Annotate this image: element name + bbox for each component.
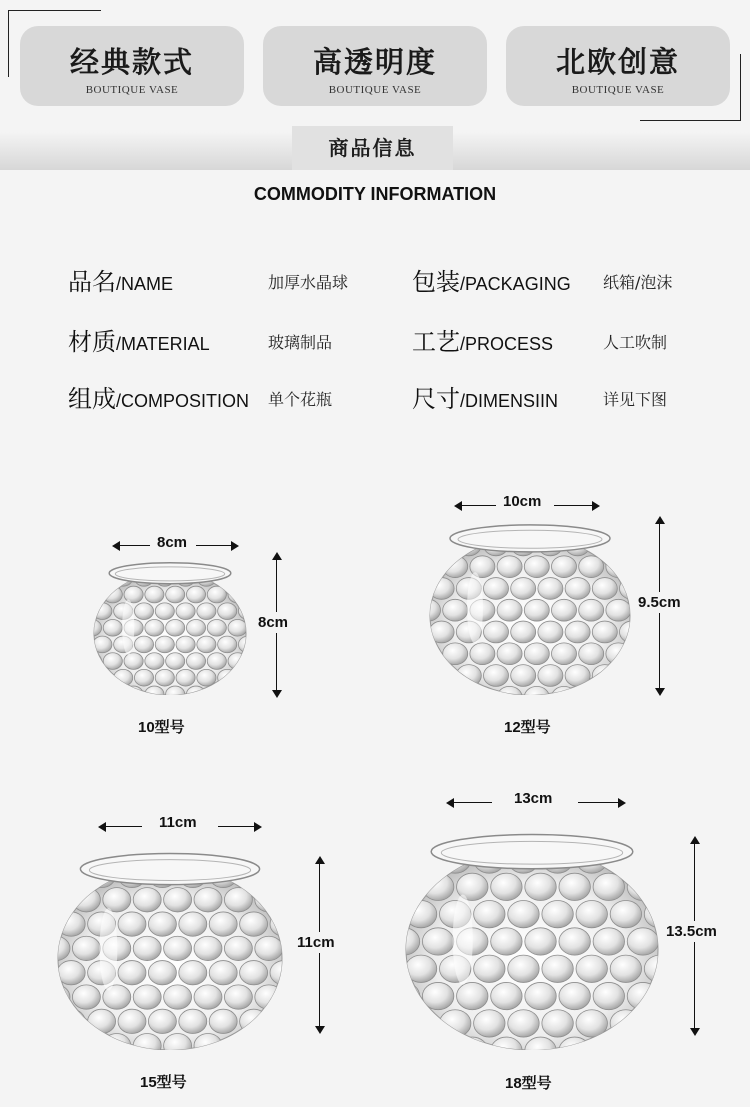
- arrow-left-icon: [98, 822, 106, 832]
- feature-title: 经典款式: [69, 45, 194, 79]
- arrow-up-icon: [655, 516, 665, 524]
- info-value-dimension: 详见下图: [603, 390, 668, 409]
- arrow-right-icon: [618, 798, 626, 808]
- feature-card-transparency: [263, 26, 487, 106]
- width-arrow-line: [578, 802, 620, 803]
- arrow-left-icon: [112, 541, 120, 551]
- arrow-right-icon: [254, 822, 262, 832]
- info-value-material: 玻璃制品: [268, 333, 333, 352]
- feature-subtitle: BOUTIQUE VASE: [85, 84, 179, 96]
- feature-subtitle: BOUTIQUE VASE: [328, 84, 422, 96]
- arrow-down-icon: [690, 1028, 700, 1036]
- feature-card-classic: [20, 26, 244, 106]
- arrow-up-icon: [315, 856, 325, 864]
- vase-image-model-10: [92, 555, 248, 695]
- model-label: 15型号: [140, 1074, 187, 1091]
- vase-image-model-12: [428, 515, 632, 695]
- arrow-down-icon: [272, 690, 282, 698]
- info-value-name: 加厚水晶球: [268, 273, 349, 292]
- arrow-down-icon: [655, 688, 665, 696]
- width-label: 8cm: [157, 534, 188, 551]
- arrow-up-icon: [272, 552, 282, 560]
- feature-title: 北欧创意: [555, 45, 680, 79]
- info-label-name: 品名/NAME: [68, 269, 174, 296]
- width-arrow-line: [554, 505, 594, 506]
- height-label: 13.5cm: [666, 923, 717, 940]
- width-label: 11cm: [159, 814, 197, 831]
- model-label: 18型号: [505, 1075, 552, 1092]
- vase-image-model-18: [404, 822, 660, 1050]
- info-value-process: 人工吹制: [603, 333, 668, 352]
- model-label: 10型号: [138, 719, 185, 736]
- feature-title: 高透明度: [312, 45, 437, 79]
- model-label: 12型号: [504, 719, 551, 736]
- info-label-material: 材质/MATERIAL: [68, 329, 210, 356]
- arrow-left-icon: [446, 798, 454, 808]
- width-arrow-line: [218, 826, 256, 827]
- arrow-left-icon: [454, 501, 462, 511]
- height-label: 8cm: [258, 614, 289, 631]
- info-label-dimension: 尺寸/DIMENSIIN: [412, 386, 559, 413]
- arrow-down-icon: [315, 1026, 325, 1034]
- width-arrow-line: [450, 802, 492, 803]
- section-title-en: COMMODITY INFORMATION: [253, 184, 497, 204]
- height-label: 11cm: [297, 934, 335, 951]
- feature-subtitle: BOUTIQUE VASE: [571, 84, 665, 96]
- width-arrow-line: [196, 545, 232, 546]
- width-label: 10cm: [503, 493, 542, 510]
- feature-card-nordic: [506, 26, 730, 106]
- width-label: 13cm: [514, 790, 553, 807]
- info-value-packaging: 纸箱/泡沫: [603, 273, 673, 292]
- arrow-right-icon: [592, 501, 600, 511]
- width-arrow-line: [458, 505, 496, 506]
- arrow-right-icon: [231, 541, 239, 551]
- info-label-packaging: 包装/PACKAGING: [412, 269, 571, 296]
- height-label: 9.5cm: [638, 594, 681, 611]
- width-arrow-line: [116, 545, 150, 546]
- info-label-process: 工艺/PROCESS: [412, 329, 554, 356]
- section-title-cn: 商品信息: [292, 126, 453, 170]
- info-label-composition: 组成/COMPOSITION: [68, 386, 250, 413]
- arrow-up-icon: [690, 836, 700, 844]
- info-value-composition: 单个花瓶: [268, 390, 333, 409]
- vase-image-model-15: [56, 842, 284, 1050]
- width-arrow-line: [102, 826, 142, 827]
